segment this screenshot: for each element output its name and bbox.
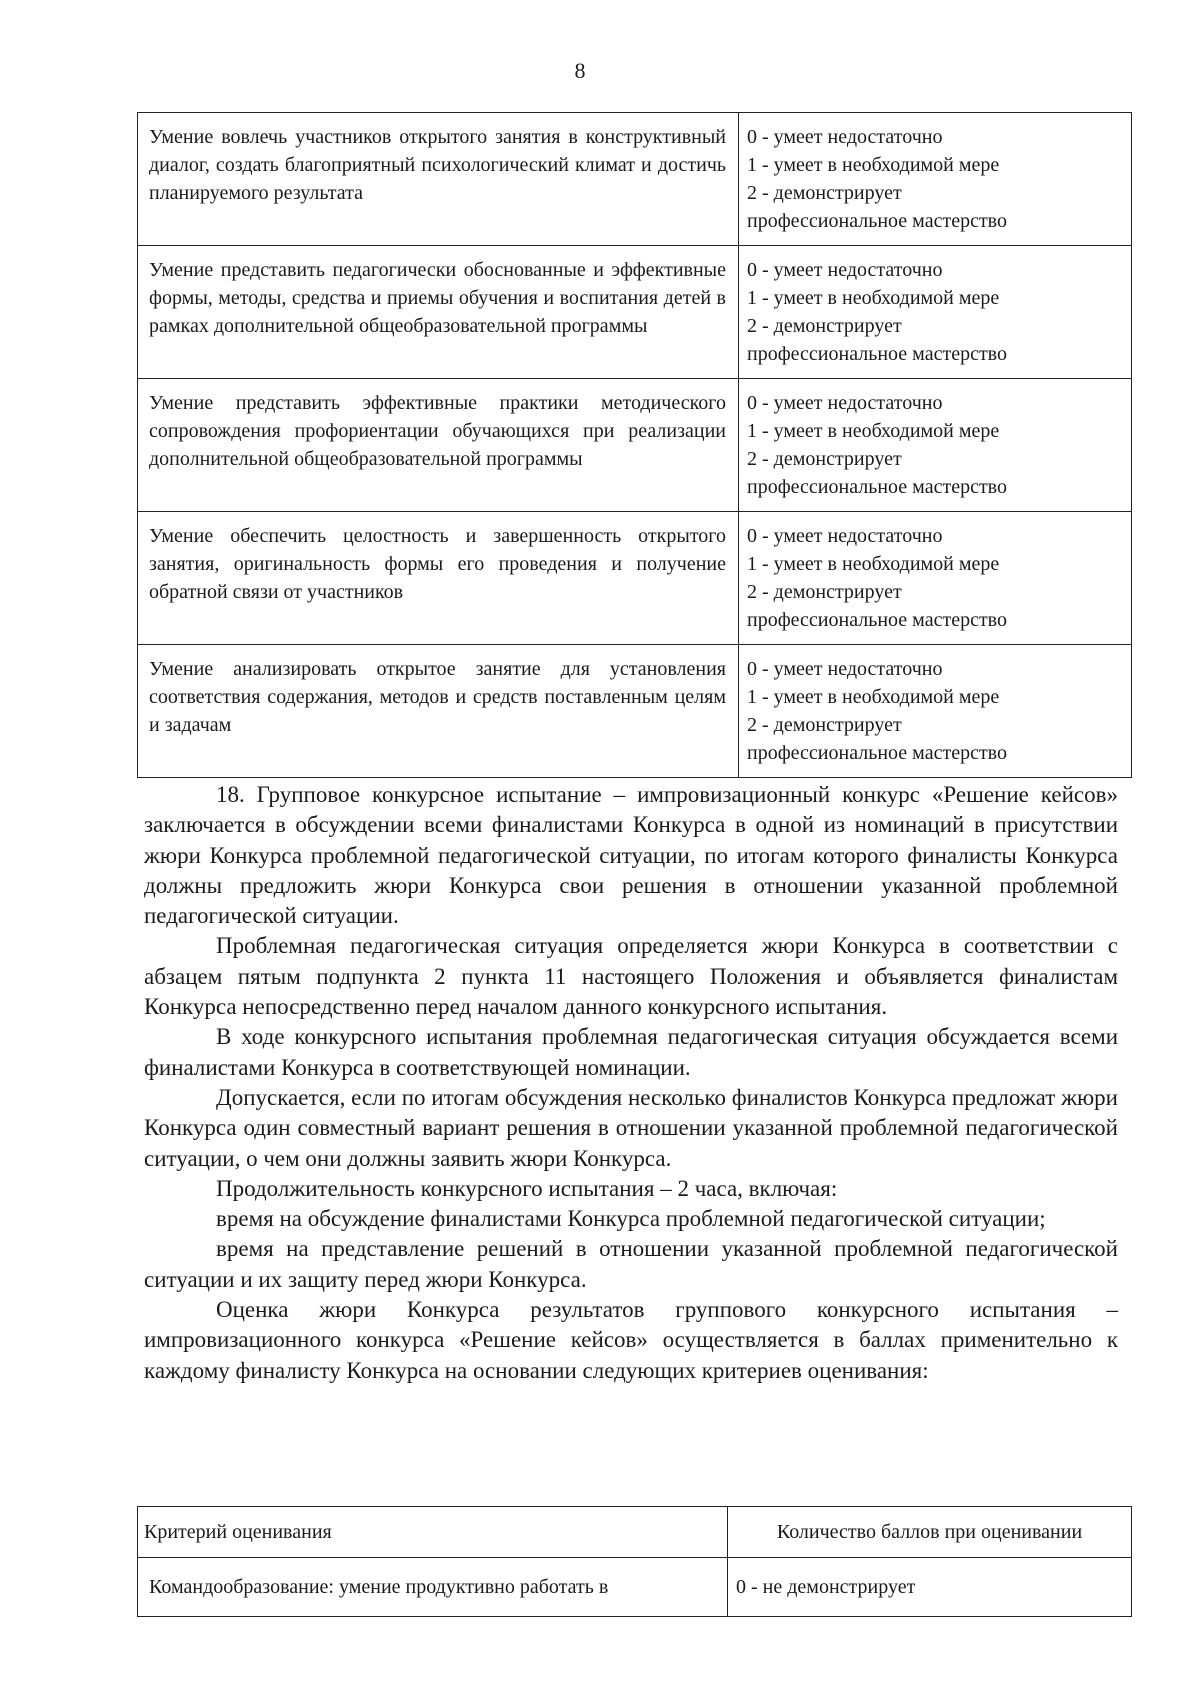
score-cell — [739, 246, 1132, 379]
table-row — [138, 379, 1132, 512]
score-line: профессиональное мастерство — [747, 742, 1007, 764]
table-row — [138, 645, 1132, 778]
table-row — [138, 246, 1132, 379]
score-line: 0 - умеет недостаточно — [747, 259, 943, 281]
criterion-cell: Умение анализировать открытое занятие для установления соответствия содержания, методов и средств поставленным целям и задачам — [138, 645, 739, 778]
score-line: 1 - умеет в необходимой мере — [747, 287, 1000, 309]
score-line: 1 - умеет в необходимой мере — [747, 686, 1000, 708]
criterion-cell: Умение представить педагогически обоснованные и эффективные формы, методы, средства и приемы обучения и воспитания детей в рамках дополнительной общеобразовательной программы — [138, 246, 739, 379]
score-line: 2 - демонстрирует — [747, 581, 902, 603]
paragraph: Оценка жюри Конкурса результатов группового конкурсного испытания – импровизационного конкурса «Решение кейсов» осуществляется в баллах применительно к каждому финалисту Конкурса на основании следующих критериев оценивания: — [144, 1297, 1118, 1383]
paragraph: время на представление решений в отношении указанной проблемной педагогической ситуации и их защиту перед жюри Конкурса. — [144, 1236, 1118, 1292]
criterion-cell: Командообразование: умение продуктивно работать в — [138, 1558, 728, 1617]
paragraph: Продолжительность конкурсного испытания – 2 часа, включая: — [216, 1175, 838, 1201]
body-text — [144, 780, 1118, 1386]
score-cell — [739, 512, 1132, 645]
criterion-cell: Умение вовлечь участников открытого занятия в конструктивный диалог, создать благоприятный психологический климат и достичь планируемого результата — [138, 113, 739, 246]
score-cell — [739, 645, 1132, 778]
score-line: 0 - умеет недостаточно — [747, 126, 943, 148]
score-line: профессиональное мастерство — [747, 609, 1007, 631]
criterion-cell: Умение обеспечить целостность и завершенность открытого занятия, оригинальность формы его проведения и получение обратной связи от участников — [138, 512, 739, 645]
criterion-cell: Умение представить эффективные практики методического сопровождения профориентации обучающихся при реализации дополнительной общеобразовательной программы — [138, 379, 739, 512]
score-line: 0 - умеет недостаточно — [747, 392, 943, 414]
table-row — [138, 1558, 1132, 1617]
table-header-row — [138, 1507, 1132, 1558]
table-row — [138, 113, 1132, 246]
score-line: 2 - демонстрирует — [747, 714, 902, 736]
score-line: 0 - умеет недостаточно — [747, 525, 943, 547]
score-cell — [739, 379, 1132, 512]
column-header-criterion: Критерий оценивания — [138, 1507, 728, 1558]
evaluation-table — [137, 1506, 1132, 1617]
score-line: 2 - демонстрирует — [747, 182, 902, 204]
page-number: 8 — [574, 58, 586, 83]
score-line: профессиональное мастерство — [747, 476, 1007, 498]
score-line: 1 - умеет в необходимой мере — [747, 553, 1000, 575]
score-line: 2 - демонстрирует — [747, 315, 902, 337]
paragraph: Проблемная педагогическая ситуация определяется жюри Конкурса в соответствии с абзацем пятым подпункта 2 пункта 11 настоящего Положения и объявляется финалистам Конкурса непосредственно перед началом данного конкурсного испытания. — [144, 933, 1118, 1020]
score-cell — [739, 113, 1132, 246]
paragraph: время на обсуждение финалистами Конкурса проблемной педагогической ситуации; — [216, 1206, 1046, 1232]
score-line: профессиональное мастерство — [747, 210, 1007, 232]
criteria-table — [137, 112, 1132, 778]
table-row — [138, 512, 1132, 645]
score-line: профессиональное мастерство — [747, 343, 1007, 365]
paragraph: 18. Групповое конкурсное испытание – импровизационный конкурс «Решение кейсов» заключается в обсуждении всеми финалистами Конкурса в одной из номинаций в присутствии жюри Конкурса проблемной педагогической ситуации, по итогам которого финалисты Конкурса должны предложить жюри Конкурса свои решения в отношении указанной проблемной педагогической ситуации. — [144, 782, 1118, 929]
score-line: 1 - умеет в необходимой мере — [747, 420, 1000, 442]
score-cell: 0 - не демонстрирует — [728, 1558, 1132, 1617]
paragraph: Допускается, если по итогам обсуждения несколько финалистов Конкурса предложат жюри Конкурса один совместный вариант решения в отношении указанной проблемной педагогической ситуации, о чем они должны заявить жюри Конкурса. — [144, 1084, 1118, 1171]
paragraph: В ходе конкурсного испытания проблемная педагогическая ситуация обсуждается всеми финалистами Конкурса в соответствующей номинации. — [144, 1024, 1118, 1080]
score-line: 1 - умеет в необходимой мере — [747, 154, 1000, 176]
score-line: 0 - умеет недостаточно — [747, 658, 943, 680]
column-header-points: Количество баллов при оценивании — [728, 1507, 1132, 1558]
score-line: 2 - демонстрирует — [747, 448, 902, 470]
